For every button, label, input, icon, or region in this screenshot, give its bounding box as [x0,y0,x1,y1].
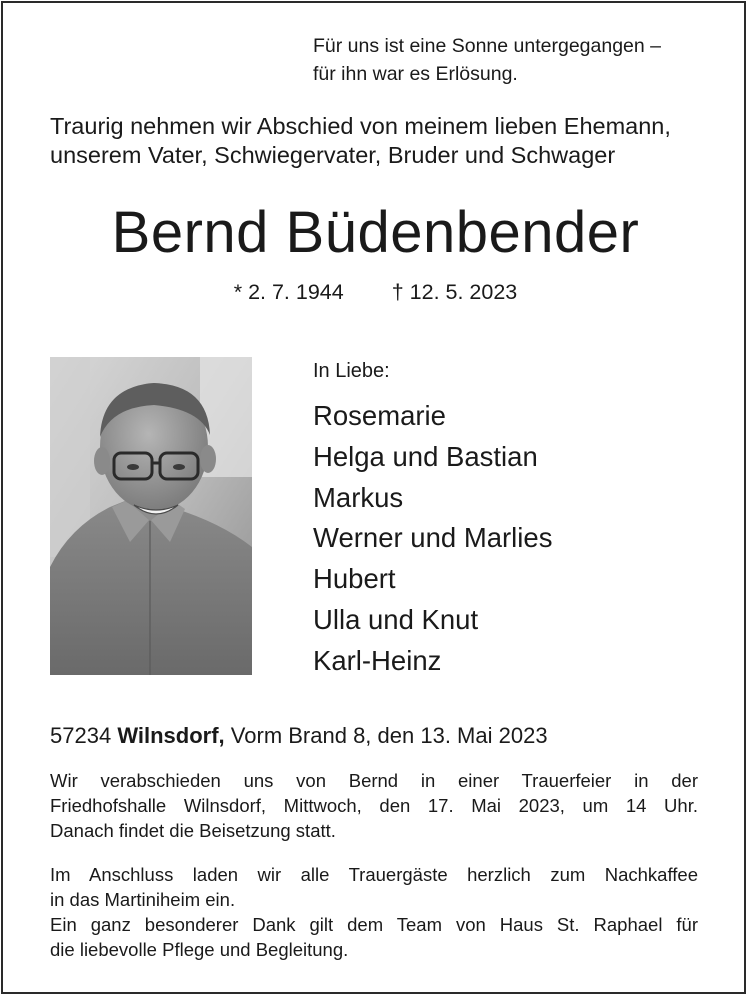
paragraph-line: Friedhofshalle Wilnsdorf, Mittwoch, den 17. Mai 2023, um 14 Uhr. [50,795,698,816]
intro-text [50,112,710,170]
service-paragraph [50,768,698,843]
list-item: Helga und Bastian [313,440,538,472]
birth-date: * 2. 7. 1944 [233,280,344,304]
paragraph-line: die liebevolle Pflege und Begleitung. [50,939,349,960]
paragraph-line: Im Anschluss laden wir alle Trauergäste herzlich zum Nachkaffee [50,864,698,885]
motto-line: Für uns ist eine Sonne untergegangen – [313,35,662,57]
address-date: Vorm Brand 8, den 13. Mai 2023 [230,723,548,748]
list-item: Markus [313,481,404,513]
paragraph-line: Wir verabschieden uns von Bernd in einer Trauerfeier in der [50,770,698,791]
paragraph-line: Danach findet die Beisetzung statt. [50,820,336,841]
postcode: 57234 [50,723,112,748]
list-item: Werner und Marlies [313,522,553,554]
intro-line: Traurig nehmen wir Abschied von meinem lieben Ehemann, [50,113,671,139]
mourners-list [313,396,552,682]
death-date: † 12. 5. 2023 [391,280,518,304]
paragraph-line: Ein ganz besonderer Dank gilt dem Team von Haus St. Raphael für [50,914,698,935]
portrait-photo [50,357,252,675]
list-item: Hubert [313,563,396,595]
intro-line: unserem Vater, Schwiegervater, Bruder und Schwager [50,142,616,168]
closing-paragraph [50,862,698,962]
motto-line: für ihn war es Erlösung. [313,63,518,85]
deceased-name: Bernd Büdenbender [111,200,640,265]
life-dates [0,277,751,307]
list-item: Rosemarie [313,400,446,431]
mourners-heading: In Liebe: [313,360,390,382]
place-date-line [50,721,548,751]
motto [313,32,661,88]
town: Wilnsdorf, [117,723,225,748]
list-item: Karl-Heinz [313,644,442,676]
list-item: Ulla und Knut [313,603,479,635]
paragraph-line: in das Martiniheim ein. [50,889,236,910]
